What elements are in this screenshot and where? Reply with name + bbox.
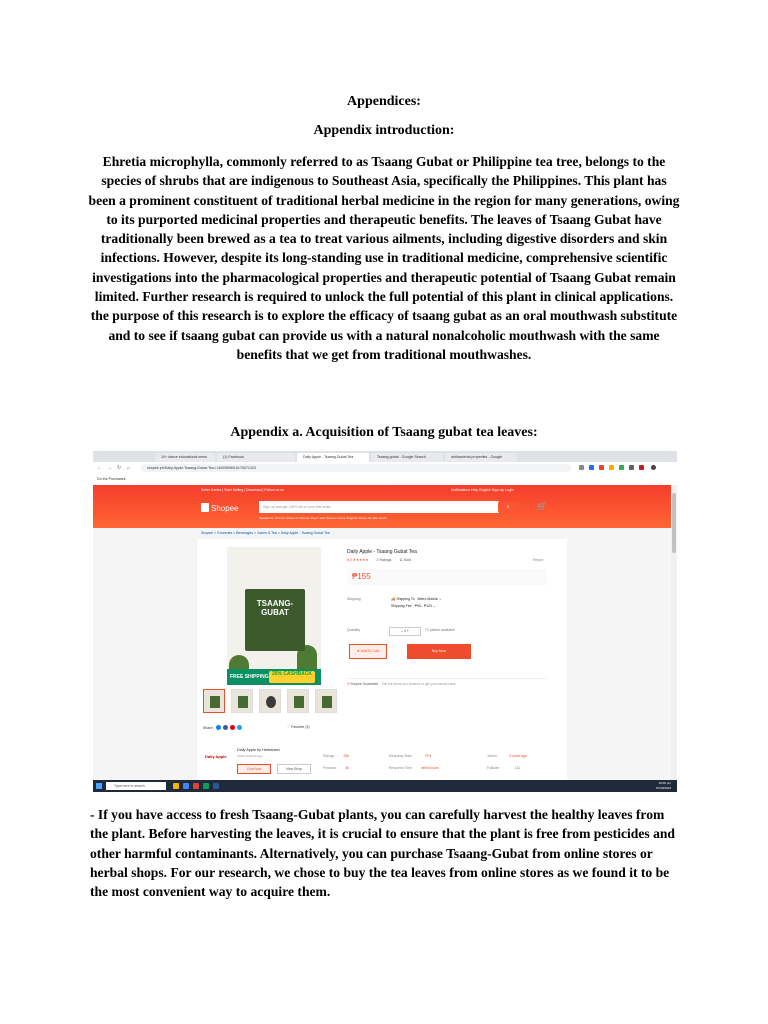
taskbar-app-icon[interactable] — [173, 783, 179, 789]
shopee-top-right-links[interactable]: Notifications Help English Sign Up Login — [451, 488, 514, 492]
quantity-row — [347, 628, 360, 632]
shop-ratings: Ratings 256 — [323, 754, 349, 758]
shopee-top-links[interactable]: Seller Centre | Start Selling | Download | Follow us on — [201, 488, 285, 492]
product-price: ₱155 — [352, 572, 371, 581]
thumbnail[interactable] — [259, 689, 281, 713]
stock-label: 71 pieces available — [425, 628, 455, 632]
back-arrow-icon[interactable]: ← — [97, 465, 102, 471]
buy-now-button[interactable]: Buy Now — [407, 644, 471, 659]
cashback-label: 20% CASHBACK — [269, 671, 315, 683]
product-card — [197, 539, 567, 749]
facebook-icon[interactable] — [223, 725, 228, 730]
shop-followers: Follower 111 — [487, 766, 521, 770]
rating-stars[interactable]: 5.0 ★★★★★ — [347, 558, 369, 562]
tea-box — [245, 589, 305, 651]
free-shipping-label: FREE SHIPPING — [230, 674, 269, 680]
scrollbar-thumb[interactable] — [672, 493, 676, 553]
shop-logo[interactable]: Daily Apple — [205, 754, 227, 759]
add-to-cart-button[interactable] — [349, 644, 387, 659]
product-image[interactable] — [227, 547, 321, 685]
shop-name: Daily Apple by Herbanext — [237, 748, 280, 752]
browser-tab[interactable]: antibacterial properties - Google — [445, 453, 517, 462]
forward-arrow-icon[interactable]: → — [107, 465, 112, 471]
url-input[interactable]: shopee.ph/Daily-Apple-Tsaang-Gubat-Tea-i.160005969.5176071203 — [141, 464, 571, 472]
shop-response-time: Response Time within hours — [389, 766, 439, 770]
product-title: Daily Apple - Tsaang Gubat Tea — [347, 549, 417, 555]
thumbnail[interactable] — [231, 689, 253, 713]
price-box — [347, 569, 547, 585]
shopee-logo[interactable] — [201, 503, 239, 513]
shipping-fee: Shipping Fee ₱93 - ₱120 ⌄ — [391, 604, 436, 608]
pinterest-icon[interactable] — [230, 725, 235, 730]
shipping-to-label: Shipping To — [396, 597, 415, 601]
taskbar-search-input[interactable]: Type here to search — [106, 782, 166, 790]
shopping-bag-icon — [201, 503, 209, 512]
taskbar-app-icon[interactable] — [203, 783, 209, 789]
extension-icon[interactable] — [579, 465, 584, 470]
shipping-to-value: Metro Manila — [417, 597, 438, 601]
guarantee-title: Shopee Guarantee — [350, 682, 379, 686]
shipping-fee-label: Shipping Fee — [391, 604, 412, 608]
messenger-icon[interactable] — [216, 725, 221, 730]
extension-icon[interactable] — [639, 465, 644, 470]
shop-active-status: Active 8 Hours Ago — [237, 754, 263, 758]
search-suggestions[interactable]: Sandals for Women Shoes for Women Bag T-shirt Women Crocs Clogdots Shoes for Men Heels — [259, 516, 387, 520]
favorite-label: Favorite (3) — [291, 725, 310, 729]
shopee-screenshot — [93, 451, 677, 792]
tea-box-title: TSAANG- GUBAT — [256, 599, 294, 617]
share-row — [203, 725, 242, 730]
address-bar-row — [93, 462, 677, 474]
taskbar-clock[interactable]: 10:00 pm 07/20/2023 — [655, 781, 671, 790]
heart-icon: ♡ — [287, 725, 291, 729]
browser-tab[interactable]: Tsaang gubat - Google Search — [371, 453, 443, 462]
view-shop-button[interactable]: View Shop — [277, 764, 311, 774]
favorite-button[interactable] — [287, 725, 310, 729]
shop-joined: Joined 9 years ago — [487, 754, 527, 758]
profile-avatar[interactable] — [651, 465, 656, 470]
acquisition-paragraph: - If you have access to fresh Tsaang-Gubat plants, you can carefully harvest the healthy leaves from the plant. Before harvesting the leaves, it is crucial to ensure that the plant is free from pesticides and other harmful contaminants. Alternatively, you can purchase Tsaang-Gubat from online stores or herbal shops. For our research, we chose to buy the tea leaves from online stores as we found it to be the most convenient way to acquire them. — [90, 807, 675, 900]
appendices-heading: Appendices: — [347, 94, 421, 109]
truck-icon: 🚚 — [391, 597, 396, 601]
shipping-row — [347, 597, 442, 601]
quantity-label: Quantity — [347, 628, 361, 632]
appendix-a-heading: Appendix a. Acquisition of Tsaang gubat tea leaves: — [230, 425, 538, 440]
chat-now-button[interactable]: Chat Now — [237, 764, 271, 774]
extension-icon[interactable] — [599, 465, 604, 470]
product-rating — [347, 558, 411, 562]
browser-tab-bar — [93, 451, 677, 462]
thumbnail[interactable] — [287, 689, 309, 713]
browser-tab[interactable]: 10+ dance educational menu — [155, 453, 215, 462]
shield-icon: ⛨ — [347, 682, 350, 686]
thumbnail[interactable] — [315, 689, 337, 713]
extension-icon[interactable] — [589, 465, 594, 470]
search-button[interactable] — [498, 502, 518, 512]
windows-taskbar — [93, 780, 677, 792]
taskbar-app-icon[interactable] — [183, 783, 189, 789]
intro-heading: Appendix introduction: — [313, 123, 455, 138]
shop-info-bar — [197, 744, 567, 780]
guarantee-text: Get the items you ordered or get your money back. — [381, 682, 457, 686]
taskbar-app-icon[interactable] — [213, 783, 219, 789]
search-icon: ⌕ — [506, 504, 510, 510]
twitter-icon[interactable] — [237, 725, 242, 730]
quantity-stepper[interactable]: – 1 + — [389, 627, 421, 636]
shopee-logo-text: Shopee — [211, 504, 239, 513]
add-to-cart-label: Add To Cart — [360, 649, 380, 653]
ratings-count[interactable]: 2 Ratings — [376, 558, 392, 562]
shop-response-rate: Response Rate 79% — [389, 754, 432, 758]
sold-count: 11 Sold — [399, 558, 411, 562]
extension-icon[interactable] — [629, 465, 634, 470]
shopee-guarantee[interactable] — [347, 678, 547, 686]
extension-icon[interactable] — [619, 465, 624, 470]
share-label: Share: — [203, 726, 214, 730]
taskbar-app-icon[interactable] — [193, 783, 199, 789]
cart-icon[interactable]: 🛒 — [537, 502, 547, 511]
breadcrumb[interactable]: Shopee > Groceries > Beverages > Juices & Tea > Daily Apple - Tsaang Gubat Tea — [201, 531, 330, 535]
extension-icon[interactable] — [609, 465, 614, 470]
browser-tab-active[interactable]: Daily Apple - Tsaang Gubat Tea — [297, 453, 369, 462]
shopee-search-input[interactable]: Sign up and get 100% off on your first order — [259, 501, 499, 513]
browser-tab[interactable]: (1) Facebook — [217, 453, 295, 462]
page-scrollbar[interactable] — [671, 485, 677, 780]
shopee-header — [93, 485, 677, 528]
bookmark-item[interactable]: Do the Purchases — [97, 477, 126, 481]
report-link[interactable]: Report — [533, 558, 544, 562]
shipping-fee-value: ₱93 - ₱120 — [414, 604, 433, 608]
thumbnail[interactable] — [203, 689, 225, 713]
promo-banner — [227, 669, 321, 685]
windows-start-icon[interactable] — [96, 783, 102, 789]
shipping-to[interactable]: 🚚 Shipping To Metro Manila ⌄ — [391, 597, 442, 601]
shop-products: Products 36 — [323, 766, 349, 770]
intro-paragraph: Ehretia microphylla, commonly referred to as Tsaang Gubat or Philippine tea tree, belongs to the species of shrubs that are indigenous to Southeast Asia, specifically the Philippines. This plant has been a prominent constituent of traditional herbal medicine in the region for many generations, owing to its purported medicinal properties and therapeutic benefits. The leaves of Tsaang Gubat have traditionally been brewed as a tea to treat various ailments, including digestive disorders and skin infections. However, despite its long-standing use in traditional medicine, comprehensive scientific investigations into the pharmacological properties and therapeutic potential of Tsaang Gubat remain limited. Further research is required to unlock the full potential of this plant in clinical applications. the purpose of this research is to explore the efficacy of tsaang gubat as an oral mouthwash substitute and to see if tsaang gubat can provide us with a natural nonalcoholic mouthwash with the same benefits that we get from traditional mouthwashes. — [88, 154, 680, 362]
home-icon[interactable]: ⌂ — [127, 465, 131, 471]
cart-add-icon: ⊕ — [356, 649, 360, 653]
shipping-label: Shipping — [347, 597, 361, 601]
reload-icon[interactable]: ↻ — [117, 465, 122, 471]
